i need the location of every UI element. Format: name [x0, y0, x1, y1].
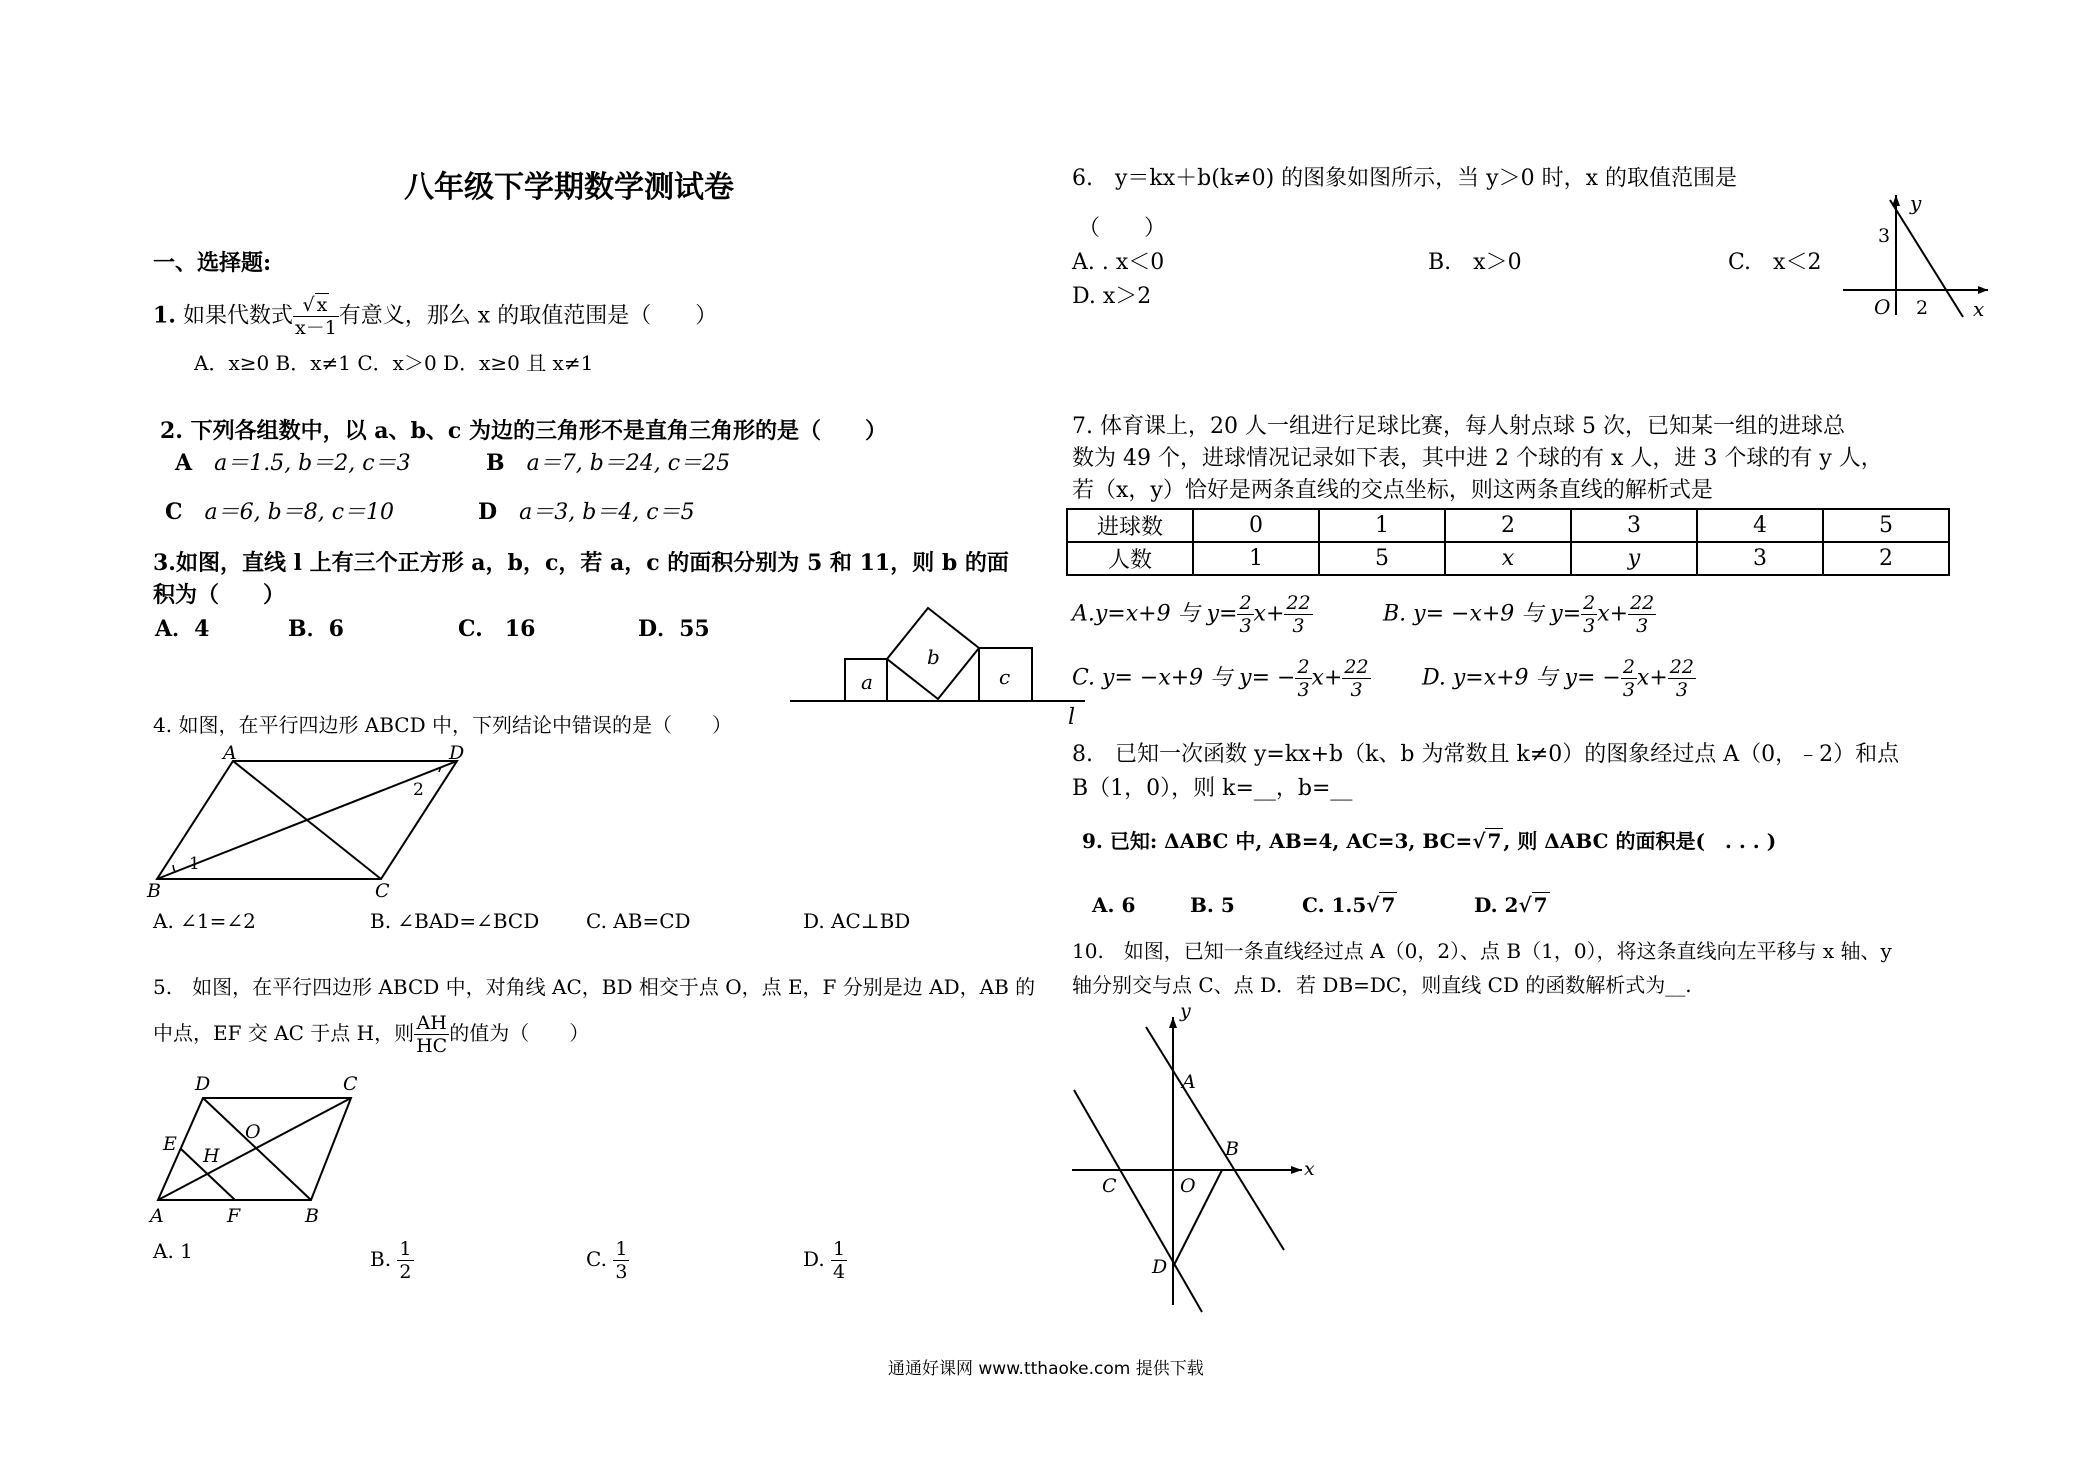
q2-option-d: D a＝3, b＝4, c＝5 — [478, 499, 695, 525]
section-heading: 一、选择题: — [153, 250, 272, 276]
label-angle-1: 1 — [189, 854, 200, 874]
q8-stem-line2: B（1，0），则 k=__，b=__ — [1072, 776, 1353, 801]
q6-paren: （ ） — [1078, 216, 1167, 241]
q1-options: A．x≥0 B．x≠1 C．x＞0 D．x≥0 且 x≠1 — [194, 351, 594, 375]
diagonal-ac — [158, 1098, 351, 1200]
label-O: O — [245, 1121, 261, 1143]
label-y: y — [1180, 1005, 1191, 1022]
angle-1-arc — [173, 865, 175, 872]
label-c: c — [999, 665, 1011, 689]
q9-option-d: D. 2√ 7 — [1474, 893, 1548, 917]
table-cell: 5 — [1319, 542, 1445, 575]
q9-sqrt: √ 7 — [1472, 829, 1502, 853]
label-H: H — [203, 1145, 220, 1167]
table-cell: 1 — [1193, 542, 1319, 575]
label-a: a — [861, 670, 873, 694]
page-footer: 通通好课网 www.tthaoke.com 提供下载 — [888, 1359, 1204, 1379]
q3-stem-line2: 积为（ ） — [153, 582, 286, 608]
q1-stem — [153, 294, 717, 339]
q5-option-d: D. $\frac{1}{4}$ — [803, 1238, 846, 1283]
line-ab — [1146, 1027, 1284, 1250]
label-D: D — [449, 745, 465, 764]
label-C: C — [1102, 1175, 1117, 1197]
label-F: F — [227, 1205, 241, 1227]
q3-stem-line1: 3.如图，直线 l 上有三个正方形 a，b，c，若 a，c 的面积分别为 5 和 11，则 b 的面 — [153, 550, 1009, 576]
table-cell: y — [1571, 542, 1697, 575]
q3-option-a: A．4 — [155, 616, 210, 642]
label-C: C — [343, 1073, 358, 1095]
label-b: b — [927, 645, 940, 669]
q9-option-c: C. 1.5√ 7 — [1302, 893, 1396, 917]
q5-stem-line1: 5. 如图，在平行四边形 ABCD 中，对角线 AC，BD 相交于点 O，点 E，F 分别是边 AD，AB 的 — [153, 975, 1036, 999]
x-axis-arrow — [1978, 286, 1988, 294]
q7-stem-line2: 数为 49 个，进球情况记录如下表，其中进 2 个球的有 x 人，进 3 个球的有 y 人， — [1072, 446, 1883, 471]
q9-option-b: B. 5 — [1190, 893, 1235, 917]
q5-fraction: $\frac{AH}{HC}$ — [416, 1012, 448, 1057]
y-axis-arrow — [1169, 1017, 1177, 1028]
q5-option-b: B. $\frac{1}{2}$ — [370, 1238, 412, 1283]
table-cell: 3 — [1697, 542, 1823, 575]
q3-option-d: D．55 — [638, 616, 710, 642]
x-axis-arrow — [1291, 1166, 1302, 1174]
table-cell: 1 — [1319, 509, 1445, 542]
table-cell: 人数 — [1067, 542, 1193, 575]
label-O: O — [1874, 295, 1891, 319]
label-B: B — [147, 880, 161, 900]
q2-option-a: A a＝1.5, b＝2, c＝3 — [175, 450, 411, 476]
q4-option-d: D. AC⊥BD — [803, 909, 911, 933]
label-D: D — [195, 1073, 211, 1095]
table-row — [1067, 542, 1949, 575]
table-cell: 3 — [1571, 509, 1697, 542]
q3-option-c: C. 16 — [458, 616, 536, 642]
q6-option-c: C. x＜2 — [1728, 250, 1822, 275]
q5-option-c: C. $\frac{1}{3}$ — [586, 1238, 628, 1283]
label-D: D — [1152, 1256, 1168, 1278]
q7-option-a: A.y=x+9 与 y= $\frac{2}{3}$ x+ $\frac{22}{3}$ — [1072, 592, 1311, 637]
table-cell: 2 — [1823, 542, 1949, 575]
label-3: 3 — [1878, 225, 1891, 247]
q6-graph-figure — [1838, 190, 1998, 325]
line-cd — [1074, 1090, 1202, 1312]
q4-stem: 4. 如图，在平行四边形 ABCD 中，下列结论中错误的是（ ） — [153, 713, 733, 737]
q7-option-c: C. y= −x+9 与 y= − $\frac{2}{3}$ x+ $\frac{22}{3}$ — [1072, 656, 1369, 701]
q6-option-b: B. x＞0 — [1428, 250, 1522, 275]
label-A: A — [223, 745, 237, 764]
q6-stem: 6. y＝kx＋b(k≠0) 的图象如图所示，当 y＞0 时，x 的取值范围是 — [1072, 166, 1737, 191]
label-O: O — [1180, 1175, 1196, 1197]
label-E: E — [163, 1133, 177, 1155]
q2-option-c: C a＝6, b＝8, c＝10 — [165, 499, 395, 525]
q7-option-b: B. y= −x+9 与 y= $\frac{2}{3}$ x+ $\frac{22}{3}$ — [1383, 592, 1655, 637]
q5-parallelogram-figure — [145, 1068, 375, 1228]
table-cell: 2 — [1445, 509, 1571, 542]
q1-number: 1. — [153, 302, 176, 329]
q7-option-d: D. y=x+9 与 y= − $\frac{2}{3}$ x+ $\frac{22}{3}$ — [1422, 656, 1694, 701]
table-cell: x — [1445, 542, 1571, 575]
page-title: 八年级下学期数学测试卷 — [404, 170, 734, 205]
q1-sqrt: √ x — [302, 294, 328, 316]
q3-option-b: B．6 — [288, 616, 344, 642]
q1-stem-post: 有意义，那么 x 的取值范围是（ ） — [338, 303, 718, 329]
q3-squares-figure — [785, 600, 1105, 732]
label-B: B — [1225, 1138, 1239, 1160]
q5-stem-line2: 中点，EF 交 AC 于点 H，则 $\frac{AH}{HC}$ 的值为（ ） — [153, 1012, 590, 1057]
q4-option-b: B. ∠BAD=∠BCD — [370, 909, 540, 933]
q4-option-c: C. AB=CD — [586, 909, 691, 933]
label-B: B — [305, 1205, 319, 1227]
label-x: x — [1304, 1158, 1315, 1180]
q10-stem-line1: 10. 如图，已知一条直线经过点 A（0，2）、点 B（1，0），将这条直线向左平移与 x 轴、y — [1072, 939, 1892, 963]
label-angle-2: 2 — [413, 780, 424, 800]
label-l: l — [1068, 705, 1076, 730]
q7-stem-line3: 若（x，y）恰好是两条直线的交点坐标，则这两条直线的解析式是 — [1072, 478, 1713, 503]
label-2: 2 — [1916, 297, 1929, 319]
q9-option-a: A. 6 — [1092, 893, 1136, 917]
diagonal-bd — [157, 761, 457, 879]
table-header-row — [1067, 509, 1949, 542]
q8-stem-line1: 8. 已知一次函数 y=kx+b（k、b 为常数且 k≠0）的图象经过点 A（0，﹣2）和点 — [1072, 742, 1900, 767]
q10-stem-line2: 轴分别交与点 C、点 D．若 DB=DC，则直线 CD 的函数解析式为__. — [1072, 973, 1692, 997]
q10-graph-figure — [1062, 1005, 1322, 1325]
table-cell: 5 — [1823, 509, 1949, 542]
table-cell: 4 — [1697, 509, 1823, 542]
q1-stem-pre: 如果代数式 — [182, 303, 293, 329]
q4-parallelogram-figure — [145, 745, 475, 900]
q6-option-a: A. . x＜0 — [1072, 250, 1165, 275]
q1-fraction: $\frac{√ x}{x-1}$ — [294, 294, 337, 339]
table-cell: 0 — [1193, 509, 1319, 542]
label-A: A — [150, 1205, 164, 1227]
q2-option-b: B a＝7, b＝24, c＝25 — [486, 450, 731, 476]
q6-option-d: D. x＞2 — [1072, 284, 1152, 309]
q5-option-a: A. 1 — [153, 1239, 193, 1263]
q2-stem: 2. 下列各组数中，以 a、b、c 为边的三角形不是直角三角形的是（ ） — [160, 418, 887, 444]
q9-stem: 9. 已知: ΔABC 中, AB=4, AC=3, BC=√ 7 , 则 ΔABC 的面积是( . . . ) — [1082, 826, 1776, 856]
q7-score-table — [1066, 508, 1950, 576]
q7-stem-line1: 7. 体育课上，20 人一组进行足球比赛，每人射点球 5 次，已知某一组的进球总 — [1072, 414, 1845, 439]
label-y: y — [1910, 191, 1922, 215]
table-cell: 进球数 — [1067, 509, 1193, 542]
label-A: A — [1182, 1071, 1196, 1093]
label-x: x — [1973, 297, 1985, 321]
label-C: C — [375, 880, 390, 900]
q4-option-a: A. ∠1=∠2 — [153, 909, 256, 933]
